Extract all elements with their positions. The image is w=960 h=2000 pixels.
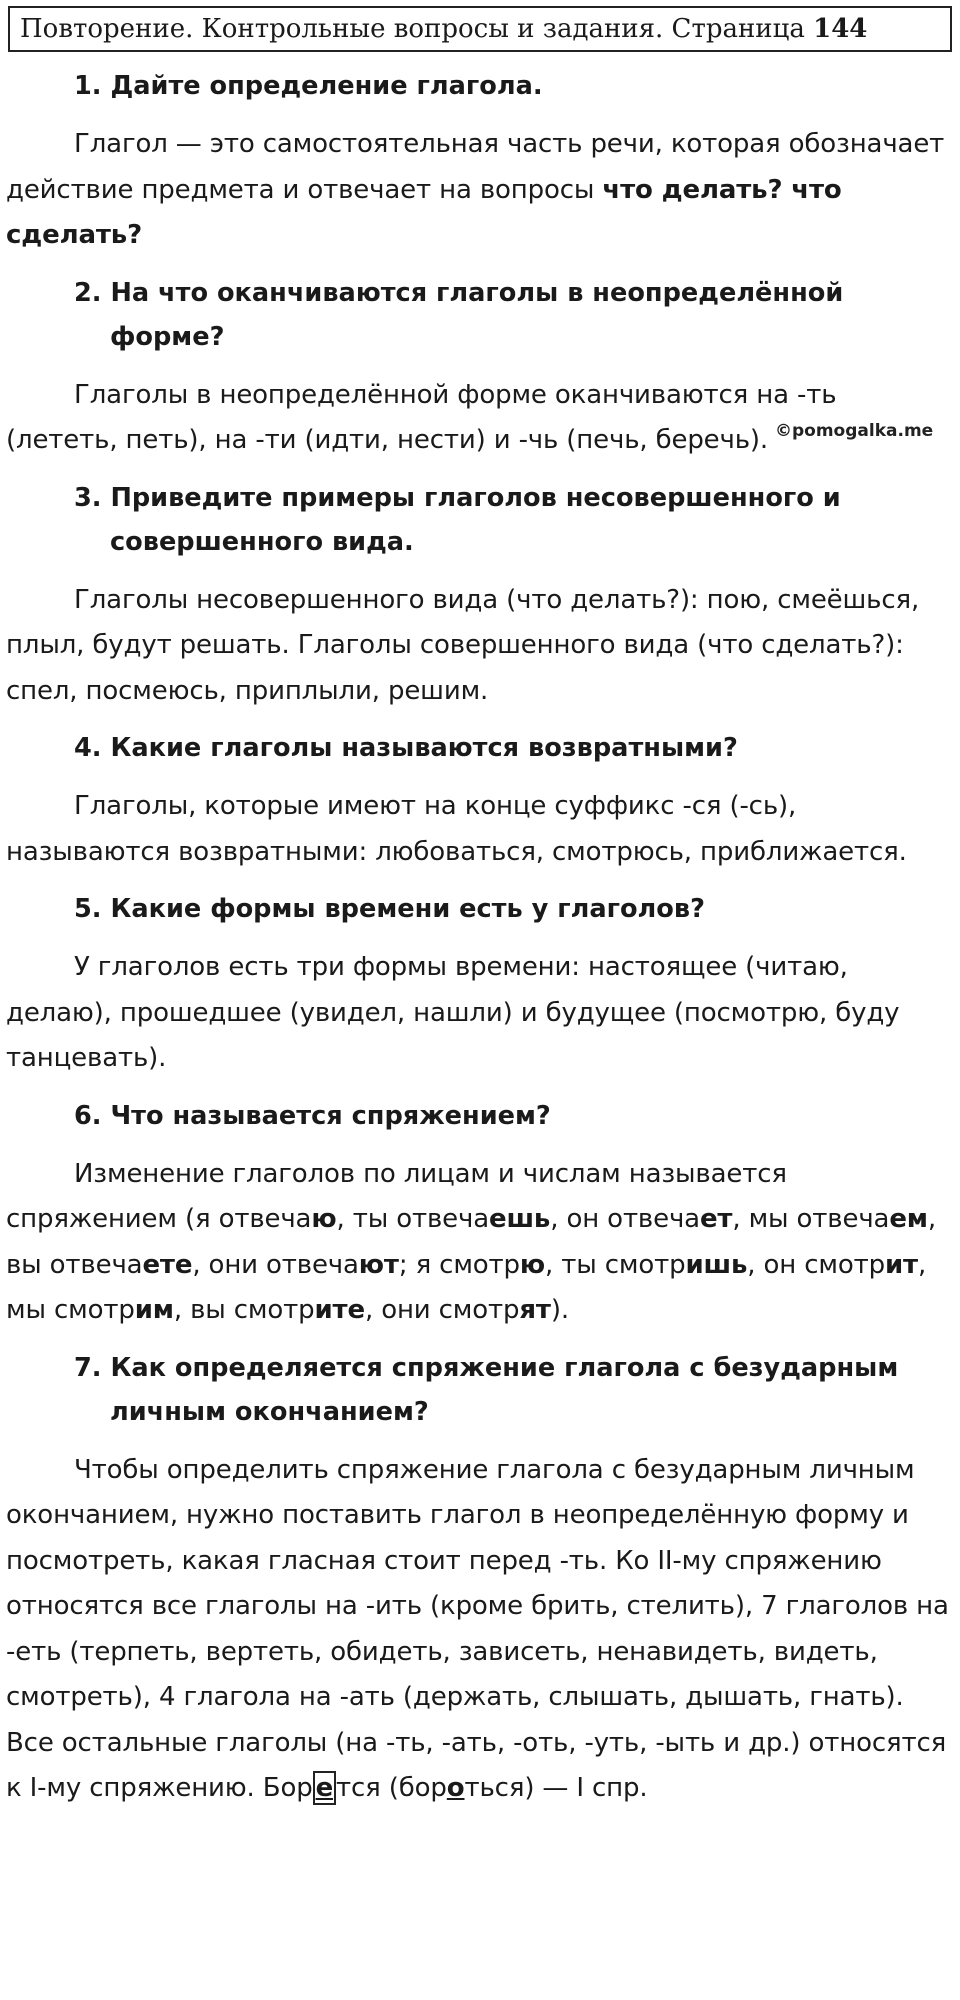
answer-6: Изменение глаголов по лицам и числам называется спряжением (я отвечаю, ты отвечаешь, он отвечает, мы отвечаем, вы отвечаете, они отвечают; я смотрю, ты смотришь, он смотрит, мы смотрим, вы смотрите, они смотрят). [6,1158,937,1325]
question-3: 3. Приведите примеры глаголов несовершенного и совершенного вида. [74,482,841,557]
header-title: Повторение. Контрольные вопросы и задания. Страница [20,14,805,44]
question-6: 6. Что называется спряжением? [74,1100,551,1131]
answer-7: Чтобы определить спряжение глагола с безударным личным окончанием, нужно поставить глагол в неопределённую форму и посмотреть, какая гласная стоит перед -ть. Ко II-му спряжению относятся все глаголы на -ить (кроме брить, стелить), 7 глаголов на -еть (терпеть, вертеть, обидеть, зависеть, ненавидеть, видеть, смотреть), 4 глагола на -ать (держать, слышать, дышать, гнать). Все остальные глаголы (на -ть, -ать, -оть, -уть, -ыть и др.) относятся к I-му спряжению. Бор е тся (бороться) — I спр. [6,1454,949,1803]
answer-4: Глаголы, которые имеют на конце суффикс -ся (-сь), называются возвратными: любоваться, смотрюсь, приближается. [6,791,907,867]
question-2: 2. На что оканчиваются глаголы в неопределённой форме? [74,277,844,352]
question-1: 1. Дайте определение глагола. [74,71,543,101]
stressed-vowel: о [446,1773,465,1803]
question-5: 5. Какие формы времени есть у глаголов? [74,894,705,924]
unstressed-vowel-box: е [313,1771,336,1805]
answer-2: Глаголы в неопределённой форме оканчиваются на -ть (лететь, петь), на -ти (идти, нести) и -чь (печь, беречь). [6,379,837,455]
answer-5: У глаголов есть три формы времени: настоящее (читаю, делаю), прошедшее (увидел, нашли) и будущее (посмотрю, буду танцевать). [6,952,900,1073]
question-4: 4. Какие глаголы называются возвратными? [74,733,738,763]
question-7: 7. Как определяется спряжение глагола с безударным личным окончанием? [74,1352,899,1427]
answer-1: Глагол — это самостоятельная часть речи, которая обозначает действие предмета и отвечает на вопросы что делать? что сделать? [6,129,945,250]
page-header [8,6,952,52]
answer-3: Глаголы несовершенного вида (что делать?): пою, смеёшься, плыл, будут решать. Глаголы совершенного вида (что сделать?): спел, посмеюсь, приплыли, решим. [6,584,920,706]
watermark: ©pomogalka.me [775,421,934,441]
content [6,64,954,1824]
page-number: 144 [813,14,868,44]
